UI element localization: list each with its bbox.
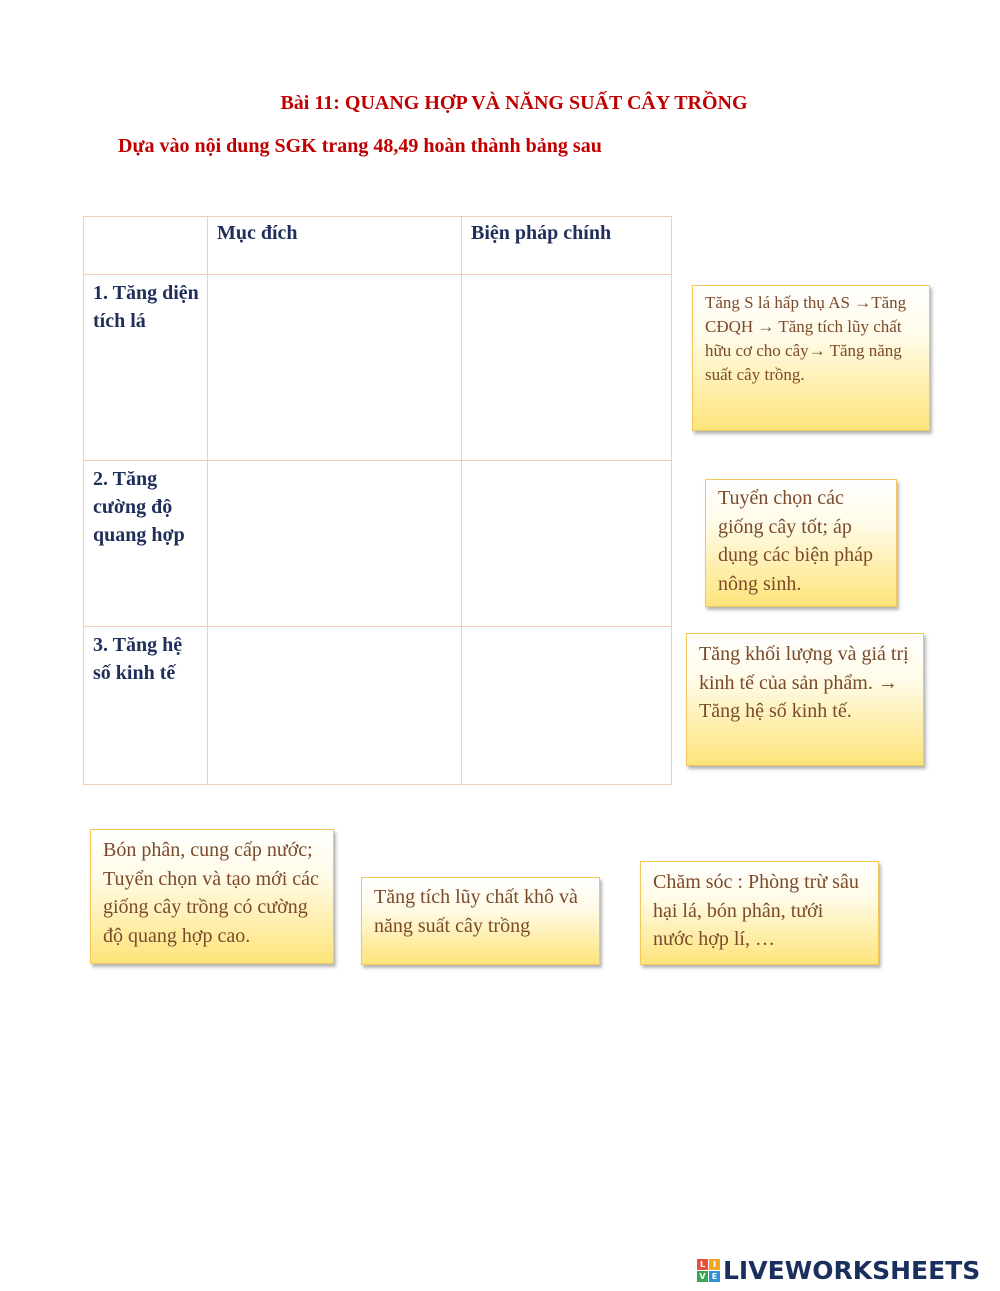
table-header-row bbox=[84, 217, 672, 275]
drag-card-text: Tuyển chọn các giống cây tốt; áp dụng các biện pháp nông sinh. bbox=[718, 487, 873, 595]
drop-zone-muc-dich-1[interactable] bbox=[208, 275, 462, 461]
row-label-cell bbox=[84, 627, 208, 785]
header-cell-empty bbox=[84, 217, 208, 275]
instruction-text: Dựa vào nội dung SGK trang 48,49 hoàn thành bảng sau bbox=[118, 135, 602, 157]
row-label-cell bbox=[84, 461, 208, 627]
drag-card-text: Tăng tích lũy chất khô và năng suất cây trồng bbox=[374, 886, 578, 937]
drag-card-6[interactable] bbox=[640, 861, 879, 965]
header-muc-dich: Mục đích bbox=[217, 222, 298, 244]
drop-zone-bien-phap-2[interactable] bbox=[462, 461, 672, 627]
header-cell-muc-dich bbox=[208, 217, 462, 275]
page-title: Bài 11: QUANG HỢP VÀ NĂNG SUẤT CÂY TRỒNG bbox=[280, 92, 748, 114]
row-label: 3. Tăng hệ số kinh tế bbox=[93, 634, 183, 684]
table-row bbox=[84, 461, 672, 627]
row-label: 1. Tăng diện tích lá bbox=[93, 282, 199, 332]
drag-card-3[interactable] bbox=[686, 633, 924, 766]
drag-card-1[interactable] bbox=[692, 285, 930, 431]
row-label-cell bbox=[84, 275, 208, 461]
table-row bbox=[84, 275, 672, 461]
header-cell-bien-phap bbox=[462, 217, 672, 275]
answer-table bbox=[83, 216, 672, 785]
drag-card-text: Bón phân, cung cấp nước; Tuyển chọn và tạo mới các giống cây trồng có cường độ quang hợp cao. bbox=[103, 839, 319, 947]
drop-zone-muc-dich-2[interactable] bbox=[208, 461, 462, 627]
drag-card-text: Tăng S lá hấp thụ AS →Tăng CĐQH → Tăng tích lũy chất hữu cơ cho cây→ Tăng năng suất cây trồng. bbox=[705, 293, 907, 384]
row-label: 2. Tăng cường độ quang hợp bbox=[93, 468, 185, 546]
logo-blocks-icon: L I V E bbox=[697, 1259, 720, 1282]
drag-card-text: Chăm sóc : Phòng trừ sâu hại lá, bón phân, tưới nước hợp lí, … bbox=[653, 871, 859, 950]
table-row bbox=[84, 627, 672, 785]
drag-card-5[interactable] bbox=[361, 877, 600, 965]
header-bien-phap: Biện pháp chính bbox=[471, 222, 612, 244]
drag-card-2[interactable] bbox=[705, 479, 897, 607]
drag-card-4[interactable] bbox=[90, 829, 334, 964]
drag-card-text: Tăng khối lượng và giá trị kinh tế của sản phẩm. → Tăng hệ số kinh tế. bbox=[699, 643, 909, 722]
drop-zone-bien-phap-3[interactable] bbox=[462, 627, 672, 785]
drop-zone-muc-dich-3[interactable] bbox=[208, 627, 462, 785]
drop-zone-bien-phap-1[interactable] bbox=[462, 275, 672, 461]
liveworksheets-logo bbox=[697, 1253, 980, 1287]
logo-text: LIVEWORKSHEETS bbox=[723, 1255, 981, 1285]
